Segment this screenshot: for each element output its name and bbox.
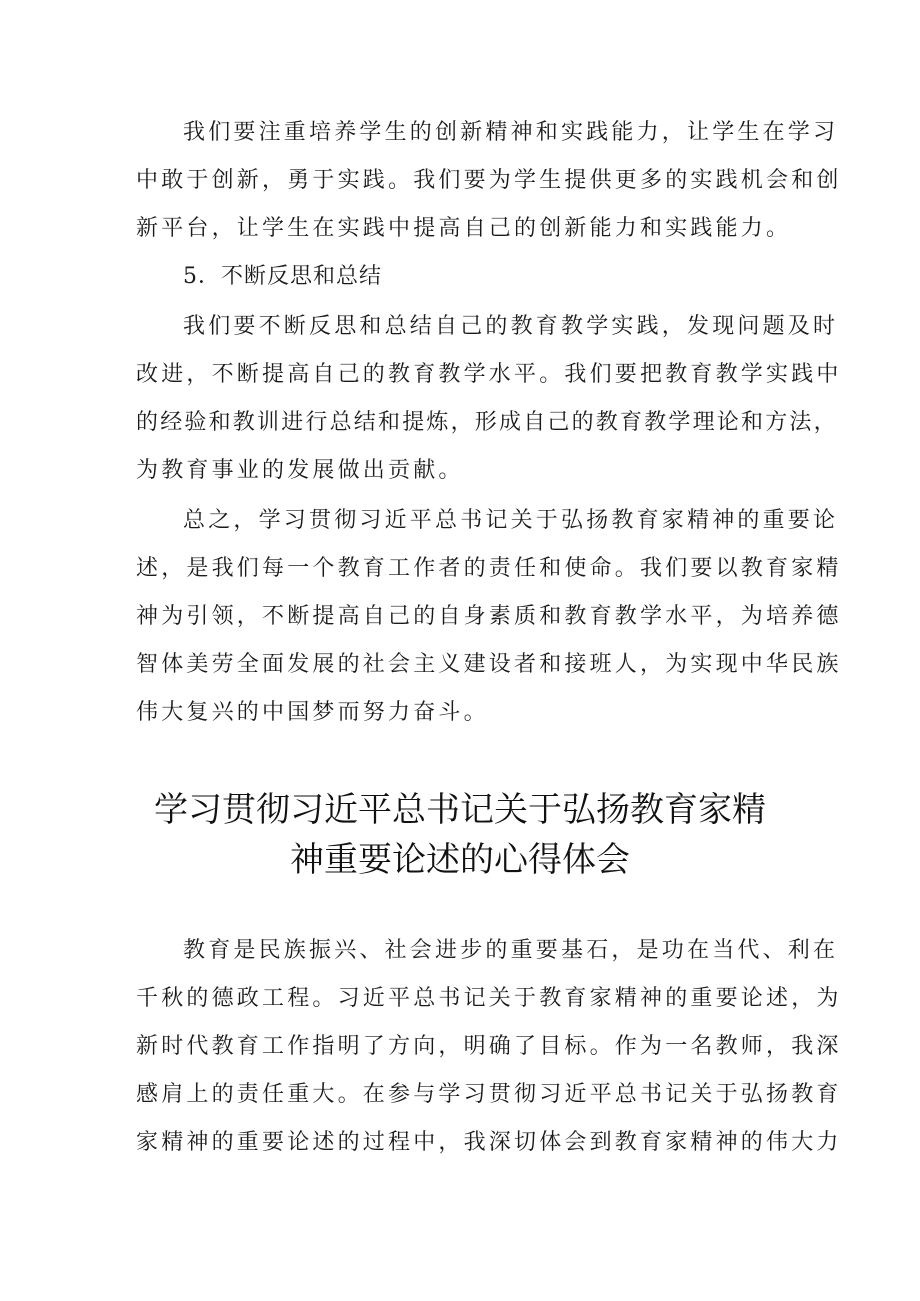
paragraph-line: 伟大复兴的中国梦而努力奋斗。 <box>136 700 489 725</box>
article-title-line-2: 神重要论述的心得体会 <box>290 840 630 880</box>
paragraph-line: 我们要注重培养学生的创新精神和实践能力，让学生在学习 <box>183 120 839 145</box>
paragraph-line: 新平台，让学生在实践中提高自己的创新能力和实践能力。 <box>136 216 792 241</box>
section-heading: 5．不断反思和总结 <box>183 264 382 289</box>
paragraph-line: 家精神的重要论述的过程中，我深切体会到教育家精神的伟大力 <box>136 1130 842 1155</box>
paragraph-line: 感肩上的责任重大。在参与学习贯彻习近平总书记关于弘扬教育 <box>136 1082 842 1107</box>
paragraph-line: 总之，学习贯彻习近平总书记关于弘扬教育家精神的重要论 <box>183 508 839 533</box>
paragraph-line: 新时代教育工作指明了方向，明确了目标。作为一名教师，我深 <box>136 1034 842 1059</box>
article-title-line-1: 学习贯彻习近平总书记关于弘扬教育家精 <box>154 790 766 830</box>
paragraph-line: 述，是我们每一个教育工作者的责任和使命。我们要以教育家精 <box>136 556 842 581</box>
paragraph-line: 我们要不断反思和总结自己的教育教学实践，发现问题及时 <box>183 314 839 339</box>
paragraph-line: 为教育事业的发展做出贡献。 <box>136 458 464 483</box>
paragraph-line: 教育是民族振兴、社会进步的重要基石，是功在当代、利在 <box>183 938 839 963</box>
paragraph-line: 的经验和教训进行总结和提炼，形成自己的教育教学理论和方法， <box>136 410 838 435</box>
paragraph-line: 神为引领，不断提高自己的自身素质和教育教学水平，为培养德 <box>136 604 842 629</box>
paragraph-line: 智体美劳全面发展的社会主义建设者和接班人，为实现中华民族 <box>136 652 842 677</box>
paragraph-line: 千秋的德政工程。习近平总书记关于教育家精神的重要论述，为 <box>136 986 842 1011</box>
paragraph-line: 改进，不断提高自己的教育教学水平。我们要把教育教学实践中 <box>136 362 842 387</box>
paragraph-line: 中敢于创新，勇于实践。我们要为学生提供更多的实践机会和创 <box>136 168 842 193</box>
